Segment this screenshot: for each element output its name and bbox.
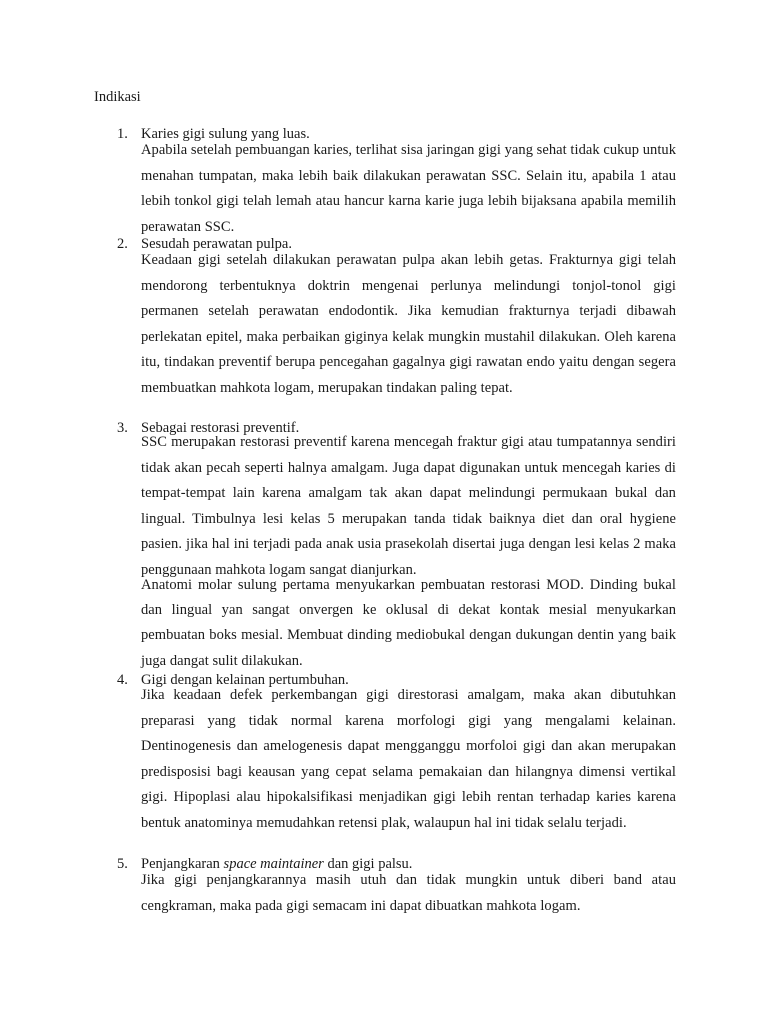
list-item-number: 3. (117, 420, 128, 436)
list-item-number: 4. (117, 672, 128, 688)
section-heading: Indikasi (94, 89, 141, 105)
title-text: Penjangkaran (141, 856, 224, 872)
list-item-paragraph: Anatomi molar sulung pertama menyukarkan pembuatan restorasi MOD. Dinding bukal dan lingual yan sangat onvergen ke oklusal di dekat kontak mesial menyukarkan pembuatan boks mesial. Membuat dinding mediobukal dengan dukungan dentin yang baik juga dangat sulit dilakukan. (141, 577, 676, 669)
title-emphasis: space maintainer (223, 856, 324, 872)
list-item-number: 1. (117, 126, 128, 142)
list-item-paragraph: Jika keadaan defek perkembangan gigi direstorasi amalgam, maka akan dibutuhkan preparasi yang tidak normal karena morfologi gigi yang mengalami kelainan. Dentinogenesis dan amelogenesis dapat mengganggu morfoloi gigi dan akan merupakan predisposisi bagi keausan yang cepat selama pemakaian dan hilangnya dimensi vertikal gigi. Hipoplasi alau hipokalsifikasi menjadikan gigi lebih rentan terhadap karies karena bentuk anatominya memudahkan retensi plak, walaupun hal ini tidak selalu terjadi. (141, 687, 676, 831)
list-item-paragraph: Jika gigi penjangkarannya masih utuh dan tidak mungkin untuk diberi band atau cengkraman, maka pada gigi semacam ini dapat dibuatkan mahkota logam. (141, 872, 676, 914)
list-item-number: 5. (117, 856, 128, 872)
list-item-number: 2. (117, 236, 128, 252)
list-item-paragraph: Apabila setelah pembuangan karies, terlihat sisa jaringan gigi yang sehat tidak cukup untuk menahan tumpatan, maka lebih baik dilakukan perawatan SSC. Selain itu, apabila 1 atau lebih tonkol gigi telah lemah atau hancur karna karie juga lebih bijaksana apabila memilih perawatan SSC. (141, 142, 676, 235)
title-text: dan gigi palsu. (323, 856, 413, 872)
list-item-title: Karies gigi sulung yang luas. (141, 126, 310, 142)
list-item-title: Gigi dengan kelainan pertumbuhan. (141, 672, 349, 688)
list-item-paragraph: SSC merupakan restorasi preventif karena mencegah fraktur gigi atau tumpatannya sendiri tidak akan pecah seperti halnya amalgam. Juga dapat digunakan untuk mencegah karies di tempat-tempat lain karena amalgam tak akan dapat melindungi permukaan bukal dan lingual. Timbulnya lesi kelas 5 merupakan tanda tidak baiknya diet dan oral hygiene pasien. jika hal ini terjadi pada anak usia prasekolah disertai juga dengan lesi kelas 2 maka penggunaan mahkota logam sangat dianjurkan. (141, 434, 676, 578)
list-item-paragraph: Keadaan gigi setelah dilakukan perawatan pulpa akan lebih getas. Frakturnya gigi telah mendorong terbentuknya doktrin mengenai perlunya melindungi tonjol-tonol gigi permanen setelah perawatan endodontik. Jika kemudian frakturnya terjadi dibawah perlekatan epitel, maka perbaikan giginya kelak mungkin mustahil dilakukan. Oleh karena itu, tindakan preventif berupa pencegahan gagalnya gigi rawatan endo yaitu dengan segera membuatkan mahkota logam, merupakan tindakan paling tepat. (141, 252, 676, 396)
list-item-title: Sebagai restorasi preventif. (141, 420, 300, 436)
list-item-title: Sesudah perawatan pulpa. (141, 236, 292, 252)
